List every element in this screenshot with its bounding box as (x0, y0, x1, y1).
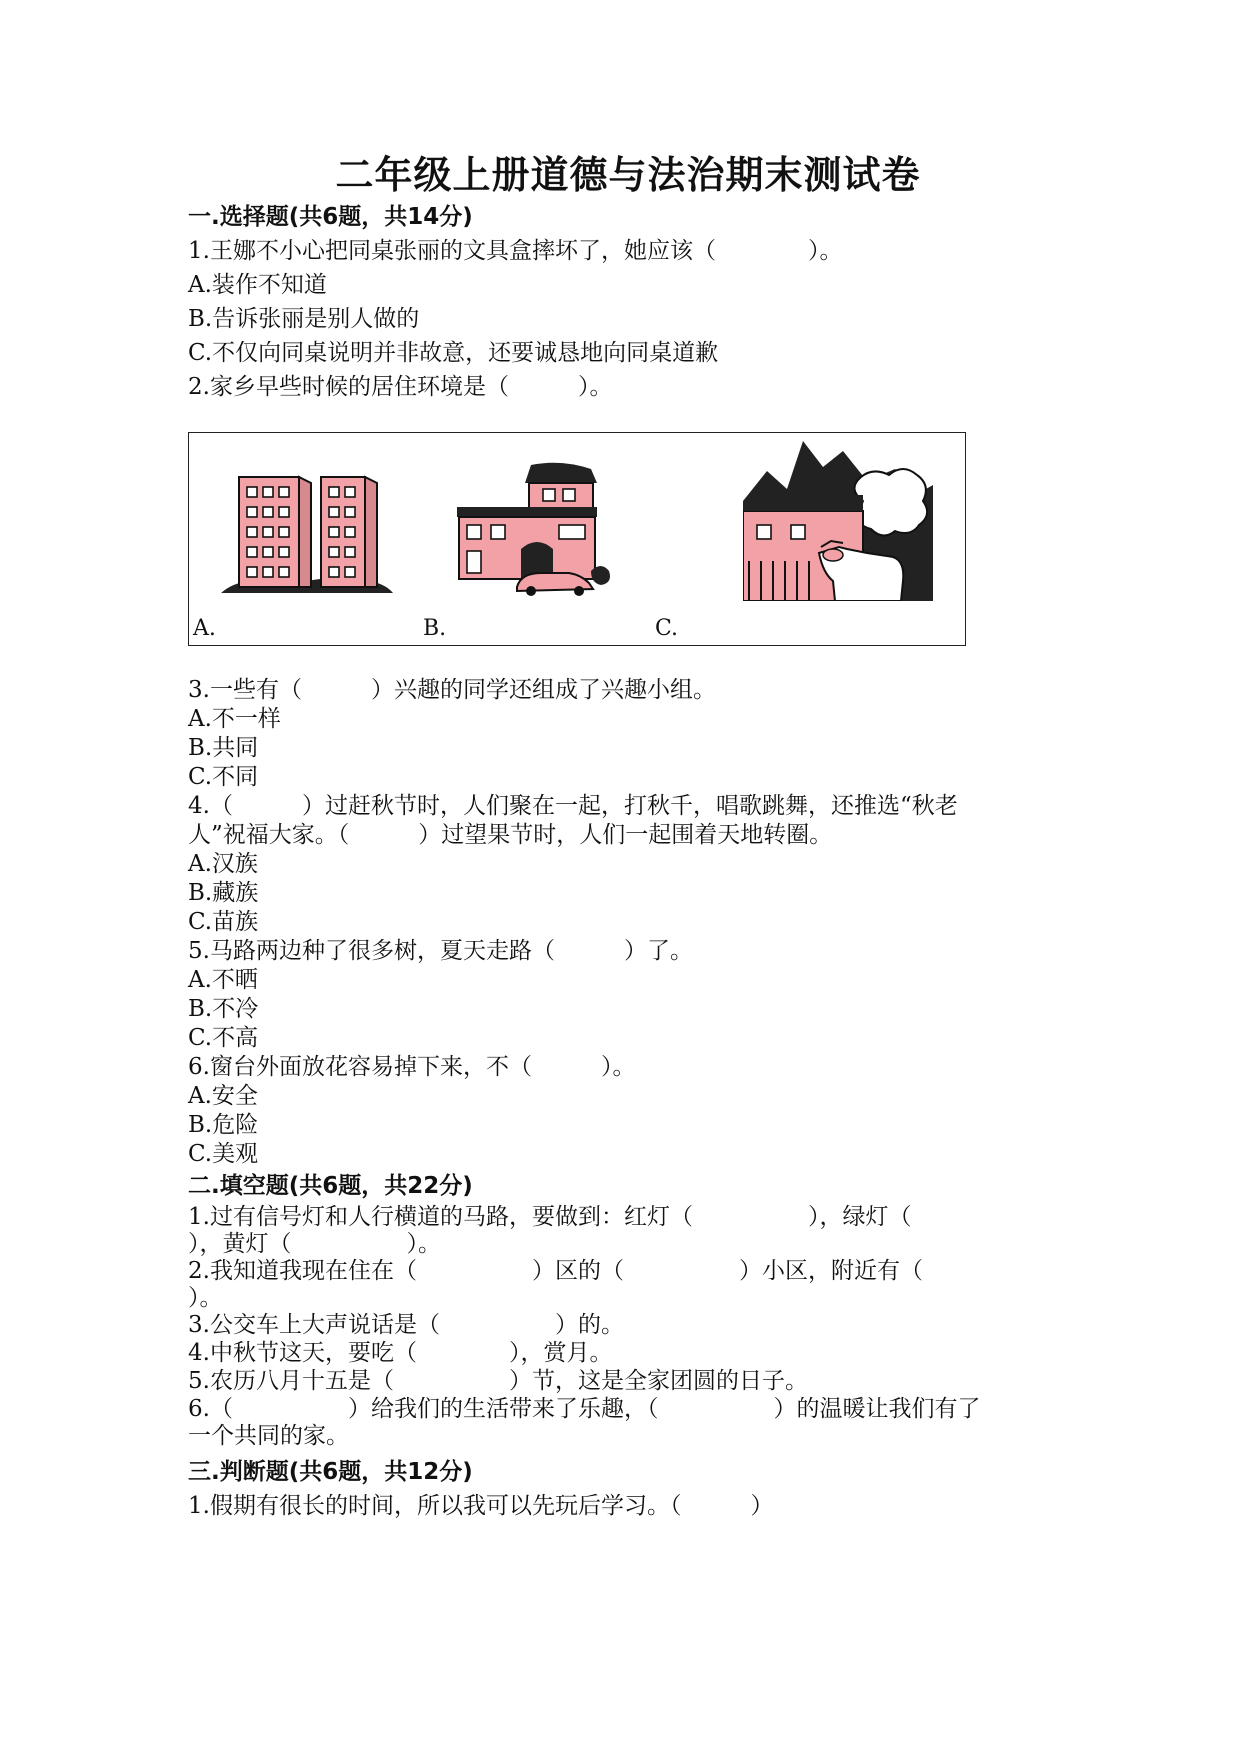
fill-in-line: 5.农历八月十五是（ ）节，这是全家团圆的日子。 (188, 1368, 808, 1394)
question-stem: 2.家乡早些时候的居住环境是（ ）。 (188, 374, 613, 400)
image-label-b: B. (423, 616, 447, 641)
option: C.美观 (188, 1141, 259, 1167)
section-heading-choice: 一.选择题(共6题，共14分) (188, 204, 473, 230)
option: C.苗族 (188, 909, 259, 935)
option: B.危险 (188, 1112, 259, 1138)
exam-page (188, 150, 1068, 1523)
image-label-c: C. (655, 616, 679, 641)
fill-in-line: 4.中秋节这天，要吃（ ），赏月。 (188, 1340, 613, 1366)
question-stem: 5.马路两边种了很多树，夏天走路（ ）了。 (188, 938, 693, 964)
option: C.不同 (188, 764, 259, 790)
page-title: 二年级上册道德与法治期末测试卷 (335, 153, 921, 197)
question-stem: 3.一些有（ ）兴趣的同学还组成了兴趣小组。 (188, 677, 716, 703)
housing-images (188, 432, 966, 646)
question-stem-continued: 人”祝福大家。（ ）过望果节时，人们一起围着天地转圈。 (188, 822, 833, 848)
question-stem: 1.王娜不小心把同桌张丽的文具盒摔坏了，她应该（ ）。 (188, 238, 843, 264)
fill-in-line: 一个共同的家。 (188, 1423, 349, 1449)
question-stem: 6.窗台外面放花容易掉下来，不（ ）。 (188, 1054, 636, 1080)
fill-in-line: 2.我知道我现在住在（ ）区的（ ）小区，附近有（ (188, 1258, 923, 1284)
option: B.藏族 (188, 880, 259, 906)
section-heading-fill-in: 二.填空题(共6题，共22分) (188, 1173, 473, 1199)
fill-in-line: 6.（ ）给我们的生活带来了乐趣，（ ）的温暖让我们有了 (188, 1396, 981, 1422)
option: A.不晒 (188, 967, 258, 993)
option: A.安全 (188, 1083, 258, 1109)
apartment-buildings-image (217, 471, 395, 601)
villa-image (451, 459, 613, 597)
rural-village-image (743, 441, 933, 601)
option: B.不冷 (188, 996, 259, 1022)
fill-in-line: ）。 (188, 1285, 223, 1311)
question-stem: 4.（ ）过赶秋节时，人们聚在一起，打秋千，唱歌跳舞，还推选“秋老 (188, 793, 958, 819)
option: A.汉族 (188, 851, 258, 877)
section-heading-true-false: 三.判断题(共6题，共12分) (188, 1459, 473, 1485)
fill-in-line: 1.过有信号灯和人行横道的马路，要做到：红灯（ ），绿灯（ (188, 1204, 912, 1230)
option: B.共同 (188, 735, 259, 761)
option: B.告诉张丽是别人做的 (188, 306, 420, 332)
fill-in-line: 3.公交车上大声说话是（ ）的。 (188, 1312, 624, 1338)
fill-in-line: ），黄灯（ ）。 (188, 1231, 441, 1257)
option: C.不仅向同桌说明并非故意，还要诚恳地向同桌道歉 (188, 340, 719, 366)
option: C.不高 (188, 1025, 259, 1051)
question-stem: 1.假期有很长的时间，所以我可以先玩后学习。（ ） (188, 1493, 774, 1519)
image-label-a: A. (193, 616, 216, 641)
option: A.不一样 (188, 706, 281, 732)
option: A.装作不知道 (188, 272, 327, 298)
